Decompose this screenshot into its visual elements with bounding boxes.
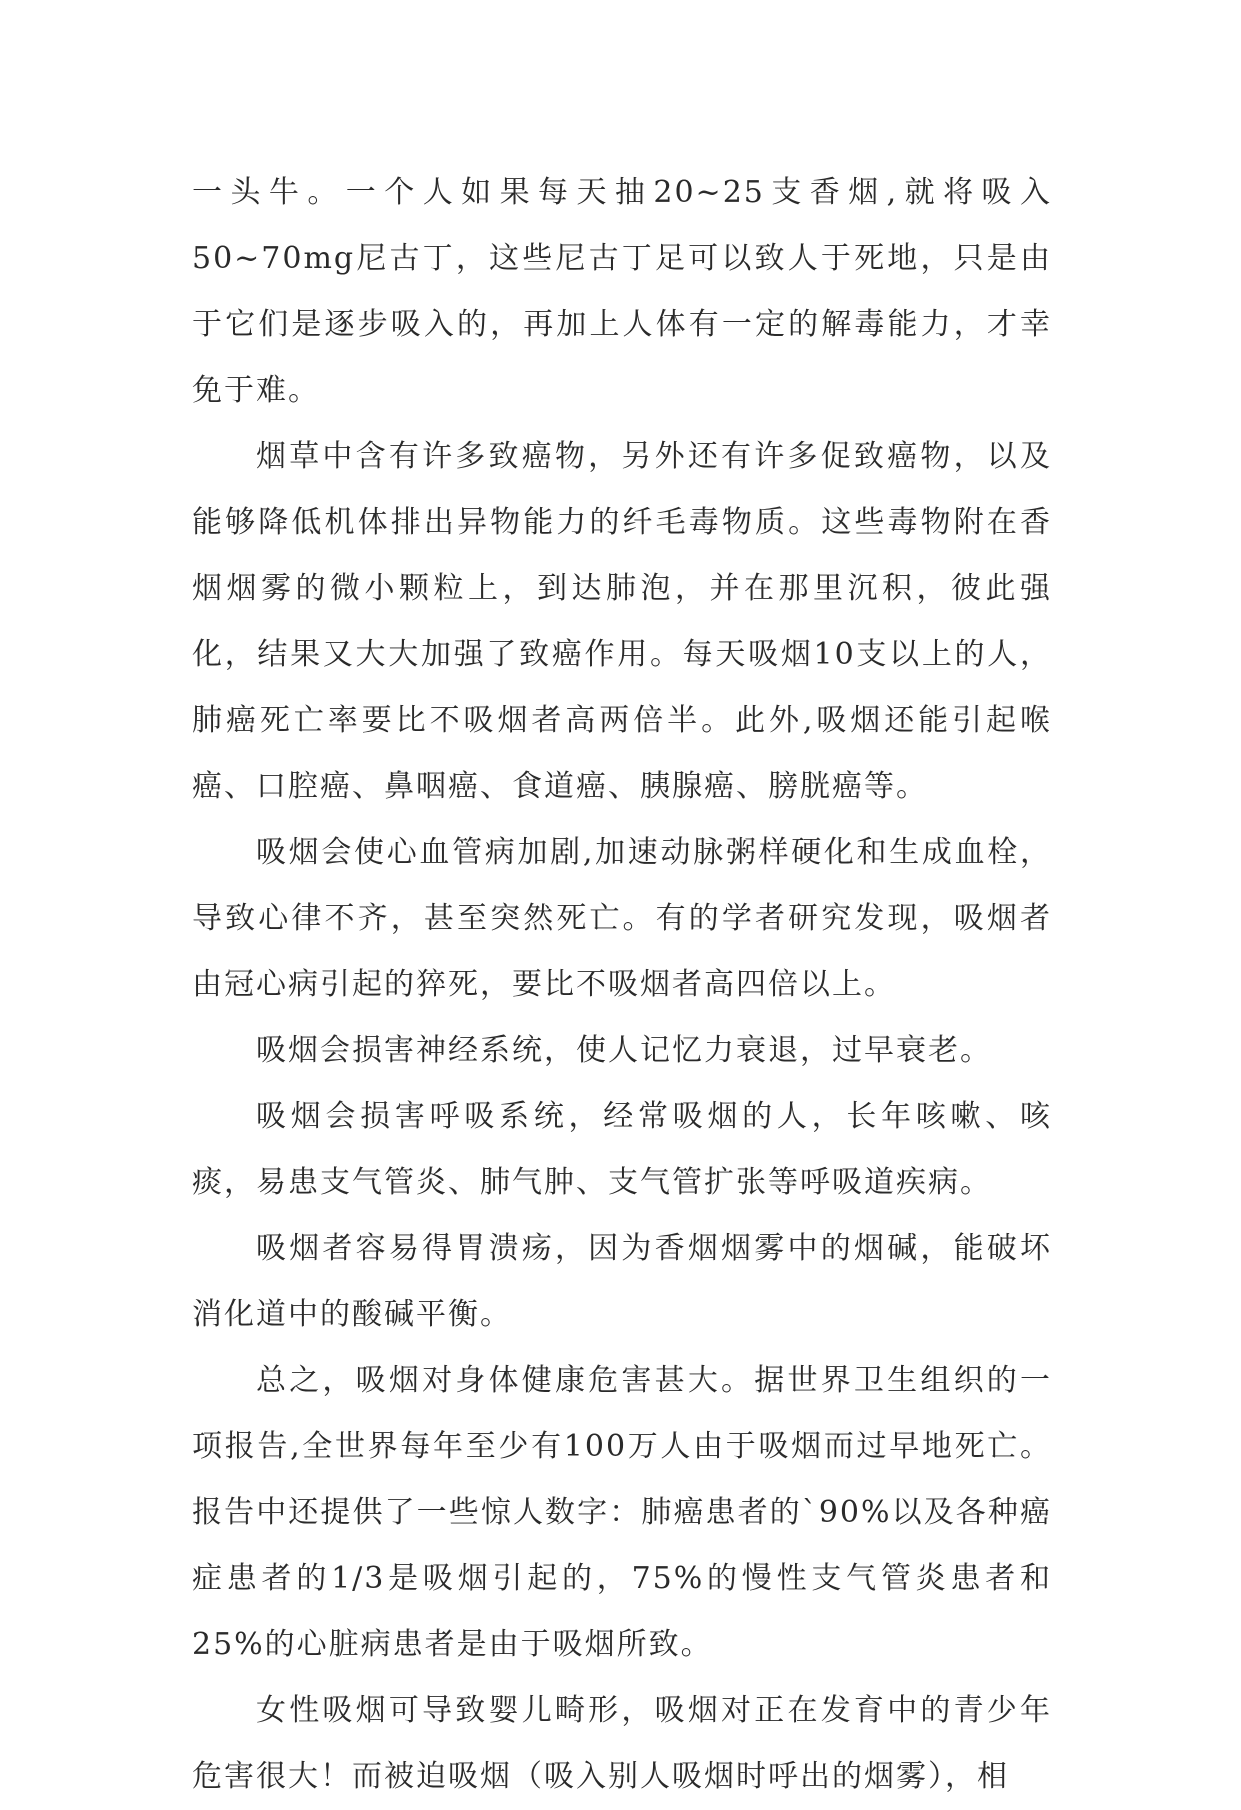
paragraph-4: 吸烟会损害神经系统，使人记忆力衰退，过早衰老。 bbox=[256, 1033, 992, 1068]
paragraph-2: 烟草中含有许多致癌物，另外还有许多促致癌物，以及能够降低机体排出异物能力的纤毛毒物质。这些毒物附在香烟烟雾的微小颗粒上，到达肺泡，并在那里沉积，彼此强化，结果又大大加强了致癌作用。每天吸烟10支以上的人，肺癌死亡率要比不吸烟者高两倍半。此外,吸烟还能引起喉癌、口腔癌、鼻咽癌、食道癌、胰腺癌、膀胱癌等。 bbox=[192, 439, 1052, 804]
document-body bbox=[192, 160, 1052, 1810]
paragraph-3: 吸烟会使心血管病加剧,加速动脉粥样硬化和生成血栓，导致心律不齐，甚至突然死亡。有的学者研究发现，吸烟者由冠心病引起的猝死，要比不吸烟者高四倍以上。 bbox=[192, 835, 1052, 1002]
paragraph-5: 吸烟会损害呼吸系统，经常吸烟的人，长年咳嗽、咳痰，易患支气管炎、肺气肿、支气管扩张等呼吸道疾病。 bbox=[192, 1099, 1052, 1200]
paragraph-7: 总之，吸烟对身体健康危害甚大。据世界卫生组织的一项报告,全世界每年至少有100万人由于吸烟而过早地死亡。报告中还提供了一些惊人数字：肺癌患者的`90%以及各种癌症患者的1/3是吸烟引起的，75%的慢性支气管炎患者和25%的心脏病患者是由于吸烟所致。 bbox=[192, 1363, 1052, 1662]
paragraph-6: 吸烟者容易得胃溃疡，因为香烟烟雾中的烟碱，能破坏消化道中的酸碱平衡。 bbox=[192, 1231, 1052, 1332]
paragraph-8: 女性吸烟可导致婴儿畸形，吸烟对正在发育中的青少年危害很大！而被迫吸烟（吸入别人吸烟时呼出的烟雾），相 bbox=[192, 1693, 1052, 1794]
paragraph-1: 一头牛。一个人如果每天抽20~25支香烟,就将吸入50~70mg尼古丁，这些尼古丁足可以致人于死地，只是由于它们是逐步吸入的，再加上人体有一定的解毒能力，才幸免于难。 bbox=[192, 175, 1052, 408]
